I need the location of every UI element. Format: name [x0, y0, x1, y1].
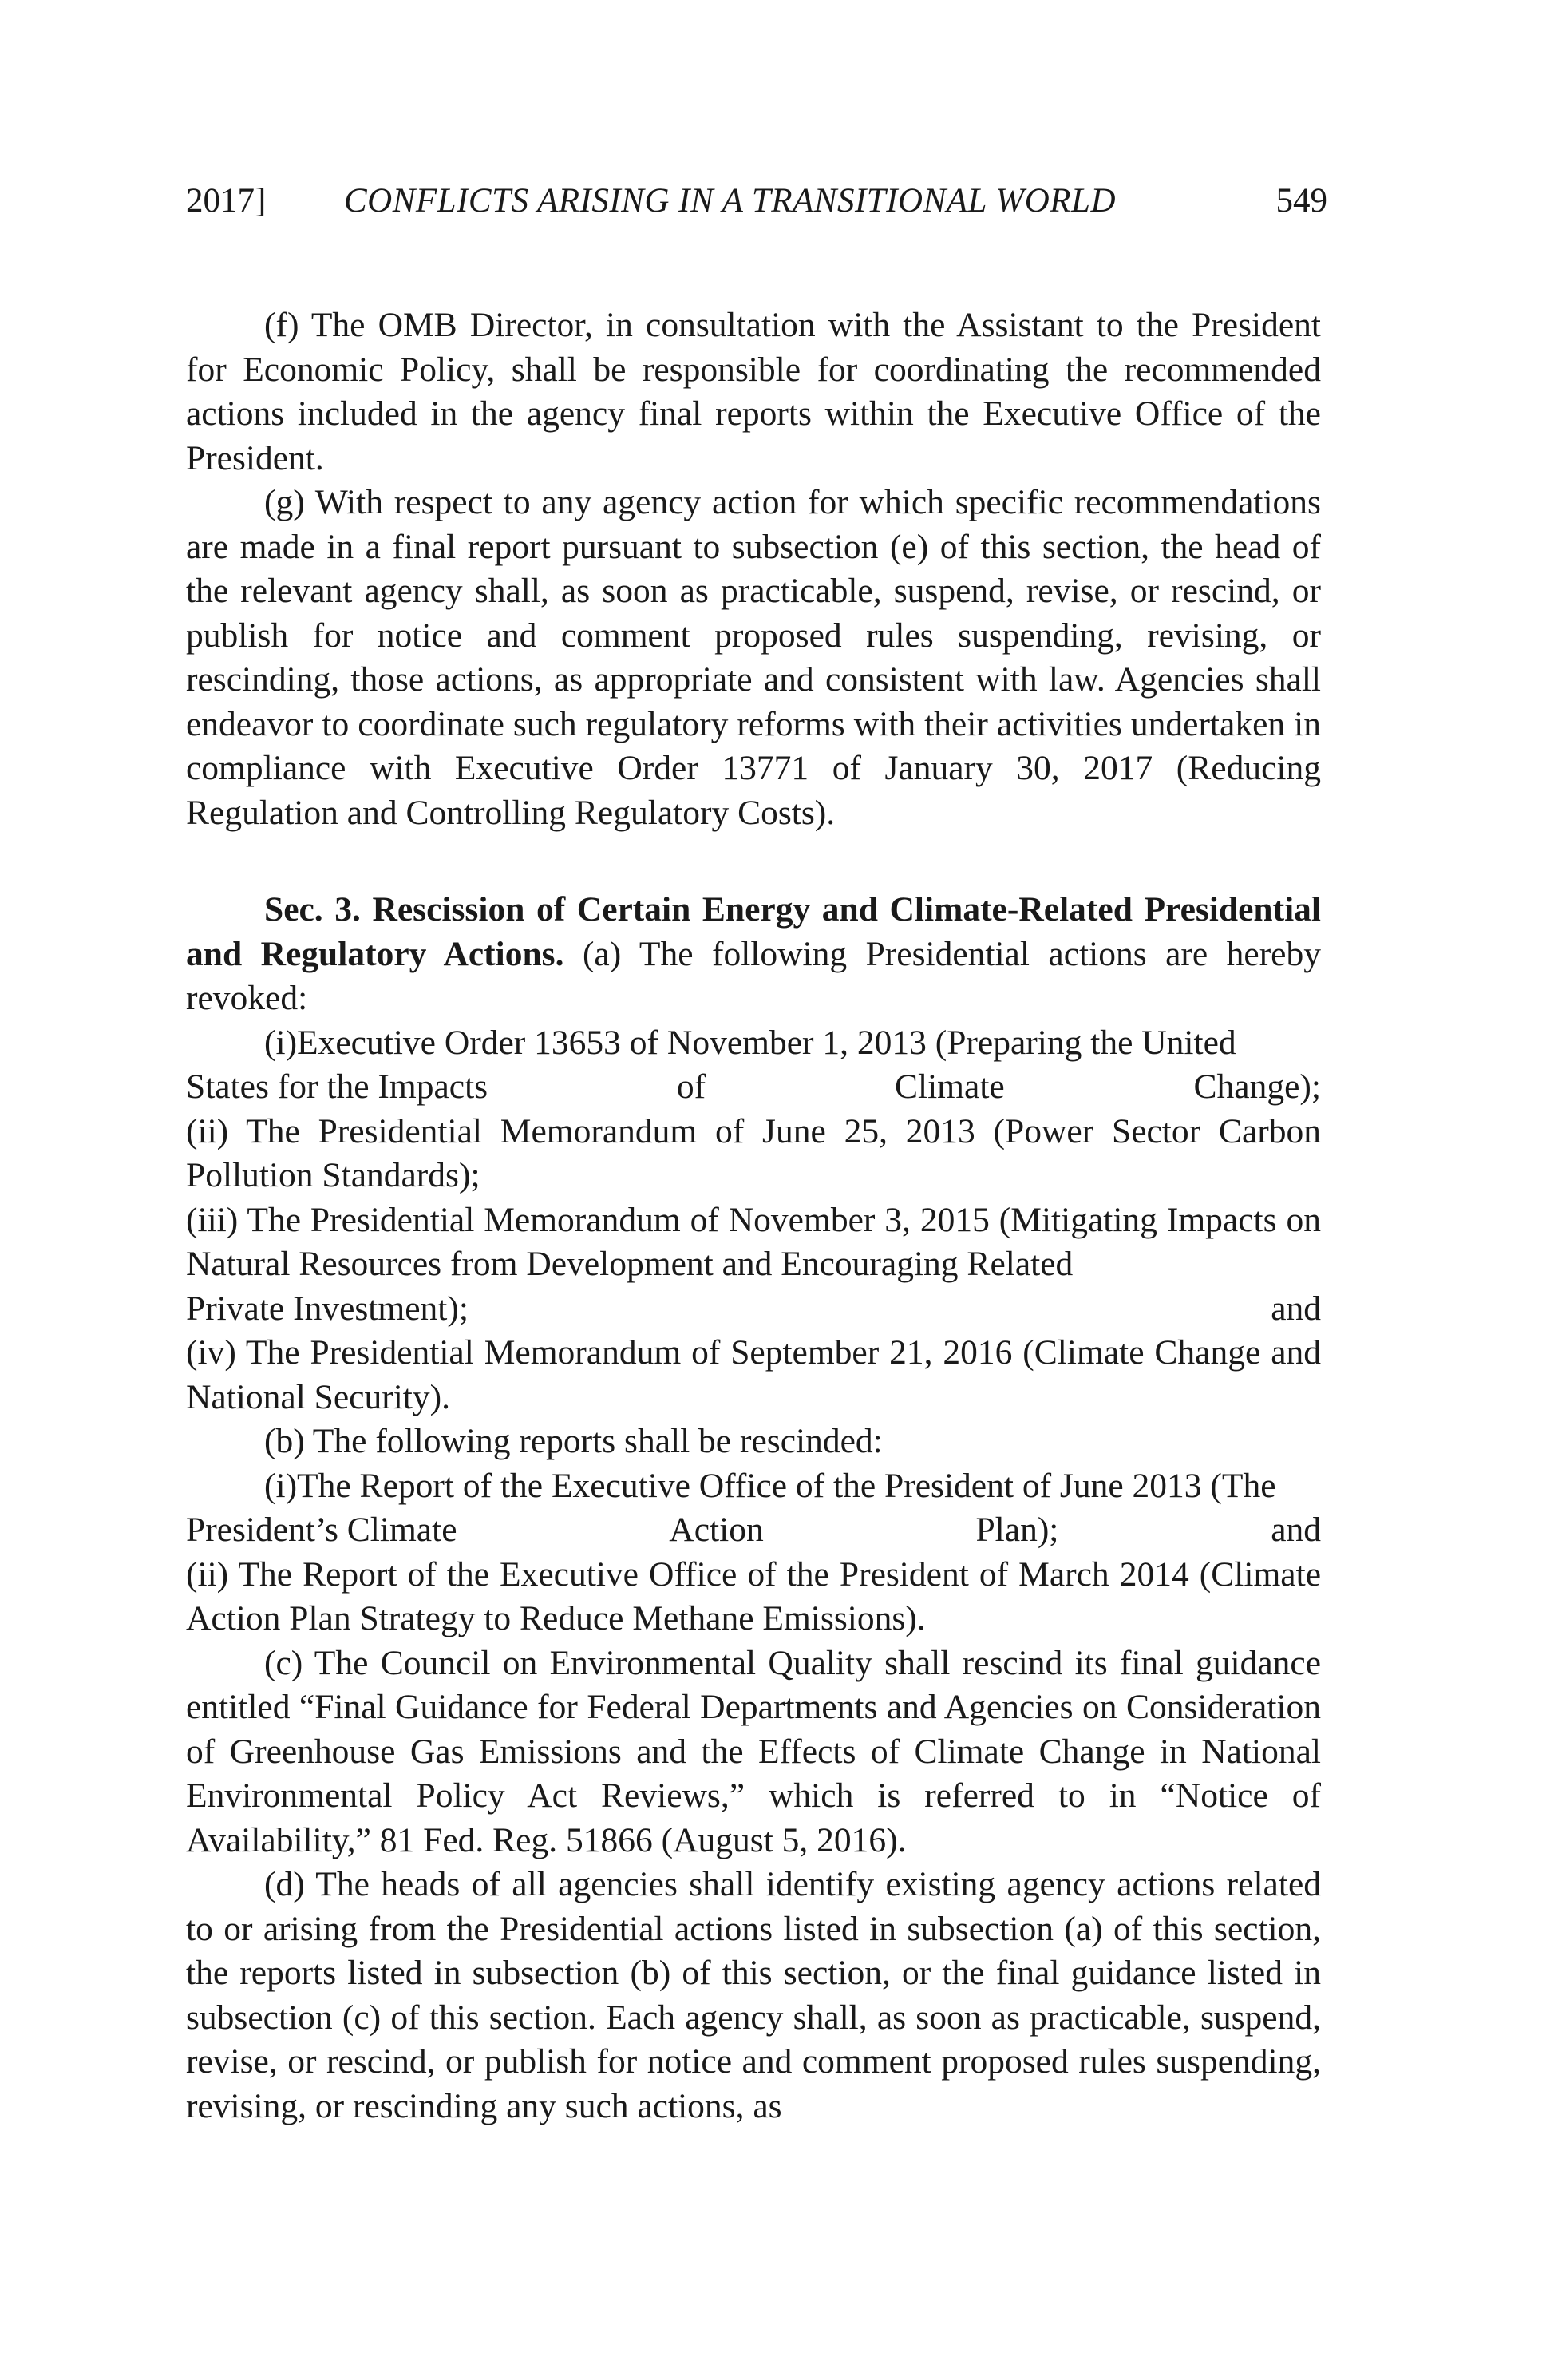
item-a-iv: (iv) The Presidential Memorandum of September 21, 2016 (Climate Change and National Security). — [186, 1333, 1321, 1416]
item-b-i-line-1: (i)The Report of the Executive Office of the President of June 2013 (The — [264, 1466, 1276, 1505]
section-3-heading: Sec. 3. Rescission of Certain Energy and Climate-Related Presidential and Regulatory Actions. — [186, 890, 1321, 973]
section-3-paragraph — [186, 888, 1321, 1021]
item-b-i-word: President’s Climate — [186, 1511, 457, 1549]
paragraph-b-intro: (b) The following reports shall be rescinded: — [264, 1422, 883, 1460]
item-a-i-word: Change); — [1193, 1067, 1321, 1106]
item-b-ii: (ii) The Report of the Executive Office of the President of March 2014 (Climate Action Plan Strategy to Reduce Methane Emissions). — [186, 1554, 1321, 1637]
item-a-i-word: of — [676, 1067, 706, 1106]
item-a-i-word: Climate — [894, 1067, 1005, 1106]
paragraph-d: (d) The heads of all agencies shall identify existing agency actions related to or arising from the Presidential actions listed in subsection (a) of this section, the reports listed in subsection (b) of this section, or the final guidance listed in subsection (c) of this section. Each agency shall, as soon as practicable, suspend, revise, or rescind, or publish for notice and comment proposed rules suspending, revising, or rescinding any such actions, as — [186, 1865, 1321, 2125]
header-title: CONFLICTS ARISING IN A TRANSITIONAL WORLD — [344, 182, 1117, 220]
page-number: 549 — [1275, 182, 1327, 220]
section-gap — [186, 835, 1321, 888]
paragraph-f: (f) The OMB Director, in consultation with the Assistant to the President for Economic Policy, shall be responsible for coordinating the recommended actions included in the agency final reports within the Executive Office of the President. — [186, 306, 1321, 477]
running-header — [186, 177, 1327, 225]
item-a-i-line-2 — [186, 1065, 1321, 1110]
paragraph-c: (c) The Council on Environmental Quality shall rescind its final guidance entitled “Final Guidance for Federal Departments and Agencies on Consideration of Greenhouse Gas Emissions and the Effects of Climate Change in National Environmental Policy Act Reviews,” which is referred to in “Notice of Availability,” 81 Fed. Reg. 51866 (August 5, 2016). — [186, 1643, 1321, 1859]
body-text — [186, 303, 1321, 2129]
item-a-iii-word: and — [1271, 1289, 1321, 1328]
item-a-ii: (ii) The Presidential Memorandum of June 25, 2013 (Power Sector Carbon Pollution Standards); — [186, 1111, 1321, 1194]
item-a-iii: (iii) The Presidential Memorandum of November 3, 2015 (Mitigating Impacts on Natural Resources from Development and Encouraging Related — [186, 1200, 1321, 1283]
item-a-iii-word: Private Investment); — [186, 1289, 469, 1328]
section-3-a-intro: (a) The following Presidential actions are hereby revoked: — [186, 934, 1321, 1017]
item-b-i-word: Plan); — [975, 1511, 1059, 1549]
paragraph-g: (g) With respect to any agency action for which specific recommendations are made in a final report pursuant to subsection (e) of this section, the head of the relevant agency shall, as soon as practicable, suspend, revise, or rescind, or publish for notice and comment proposed rules suspending, revising, or rescinding, those actions, as appropriate and consistent with law. Agencies shall endeavor to coordinate such regulatory reforms with their activities undertaken in compliance with Executive Order 13771 of January 30, 2017 (Reducing Regulation and Controlling Regulatory Costs). — [186, 483, 1321, 832]
header-year: 2017] — [186, 182, 267, 220]
item-a-iii-last-line — [186, 1287, 1321, 1332]
item-b-i-line-2 — [186, 1508, 1321, 1553]
item-b-i-word: Action — [669, 1511, 764, 1549]
item-a-i-word: States for the Impacts — [186, 1067, 488, 1106]
item-a-i-line-1: (i)Executive Order 13653 of November 1, 2013 (Preparing the United — [264, 1023, 1236, 1062]
item-b-i-word: and — [1271, 1511, 1321, 1549]
